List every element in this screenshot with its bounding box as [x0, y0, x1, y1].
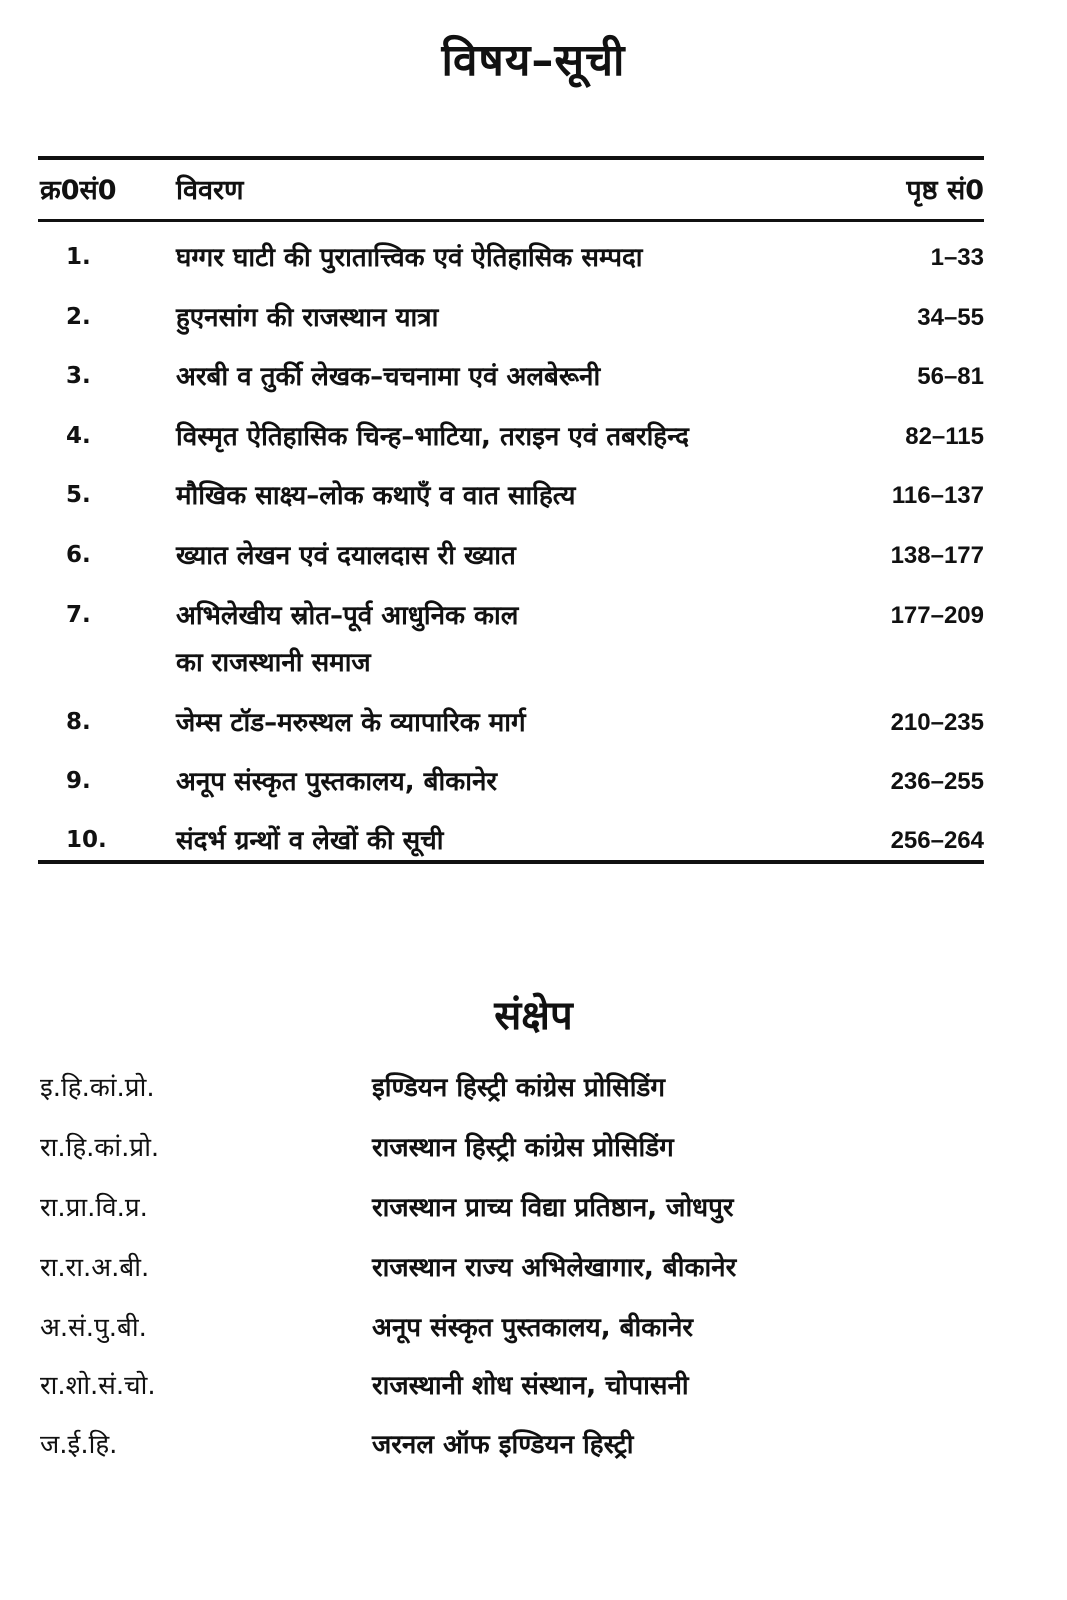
toc-pages: 210–235: [890, 709, 984, 736]
toc-title-line2: का राजस्थानी समाज: [176, 648, 371, 678]
toc-num: 4.: [66, 423, 91, 449]
header-serial: क्र0सं0: [40, 175, 117, 206]
table-bottom-rule: [38, 860, 984, 864]
abbreviation: रा.हि.कां.प्रो.: [40, 1133, 160, 1163]
toc-num: 7.: [66, 602, 91, 628]
toc-title: जेम्स टॉड–मरुस्थल के व्यापारिक मार्ग: [176, 708, 526, 738]
abbreviation-expansion: राजस्थान प्राच्य विद्या प्रतिष्ठान, जोधपुर: [372, 1193, 734, 1223]
table-header-rule: [38, 219, 984, 222]
toc-pages: 82–115: [905, 423, 984, 450]
header-page: पृष्ठ सं0: [906, 175, 984, 206]
toc-num: 6.: [66, 542, 91, 568]
abbreviation-expansion: जरनल ऑफ इण्डियन हिस्ट्री: [372, 1430, 634, 1460]
toc-pages: 34–55: [917, 304, 984, 331]
abbreviation-expansion: राजस्थान हिस्ट्री कांग्रेस प्रोसिडिंग: [372, 1133, 674, 1163]
toc-pages: 138–177: [890, 542, 984, 569]
toc-pages: 56–81: [917, 363, 984, 390]
abbreviation: अ.सं.पु.बी.: [40, 1313, 147, 1343]
toc-title: संदर्भ ग्रन्थों व लेखों की सूची: [176, 826, 444, 856]
toc-num: 3.: [66, 363, 91, 389]
toc-num: 10.: [66, 827, 107, 853]
table-top-rule: [38, 156, 984, 160]
toc-title: विस्मृत ऐतिहासिक चिन्ह–भाटिया, तराइन एवं तबरहिन्द: [176, 422, 689, 452]
abbreviation-expansion: इण्डियन हिस्ट्री कांग्रेस प्रोसिडिंग: [372, 1073, 665, 1103]
abbreviation: रा.शो.सं.चो.: [40, 1371, 156, 1401]
toc-pages: 256–264: [890, 827, 984, 854]
abbreviation-expansion: अनूप संस्कृत पुस्तकालय, बीकानेर: [372, 1313, 694, 1343]
contents-title: विषय–सूची: [441, 35, 626, 86]
toc-title: अनूप संस्कृत पुस्तकालय, बीकानेर: [176, 767, 498, 797]
toc-title: घग्गर घाटी की पुरातात्त्विक एवं ऐतिहासिक सम्पदा: [176, 243, 643, 273]
abbreviation: रा.रा.अ.बी.: [40, 1253, 150, 1283]
abbreviation: ज.ई.हि.: [40, 1430, 118, 1460]
abbreviation: इ.हि.कां.प्रो.: [40, 1073, 155, 1103]
toc-title: अभिलेखीय स्रोत–पूर्व आधुनिक काल: [176, 601, 519, 631]
toc-pages: 1–33: [930, 244, 984, 271]
toc-num: 2.: [66, 304, 91, 330]
toc-title: मौखिक साक्ष्य–लोक कथाएँ व वात साहित्य: [176, 481, 576, 511]
abbreviation-expansion: राजस्थानी शोध संस्थान, चोपासनी: [372, 1371, 689, 1401]
toc-title: अरबी व तुर्की लेखक–चचनामा एवं अलबेरूनी: [176, 362, 601, 392]
toc-num: 8.: [66, 709, 91, 735]
header-description: विवरण: [176, 175, 244, 206]
toc-title: हुएनसांग की राजस्थान यात्रा: [176, 303, 439, 333]
toc-pages: 177–209: [890, 602, 984, 629]
abbreviation: रा.प्रा.वि.प्र.: [40, 1193, 148, 1223]
abbreviations-title: संक्षेप: [494, 993, 573, 1039]
toc-pages: 236–255: [890, 768, 984, 795]
toc-title: ख्यात लेखन एवं दयालदास री ख्यात: [176, 541, 516, 571]
abbreviation-expansion: राजस्थान राज्य अभिलेखागार, बीकानेर: [372, 1253, 737, 1283]
toc-num: 9.: [66, 768, 91, 794]
toc-pages: 116–137: [891, 482, 984, 509]
toc-num: 5.: [66, 482, 91, 508]
toc-num: 1.: [66, 244, 91, 270]
